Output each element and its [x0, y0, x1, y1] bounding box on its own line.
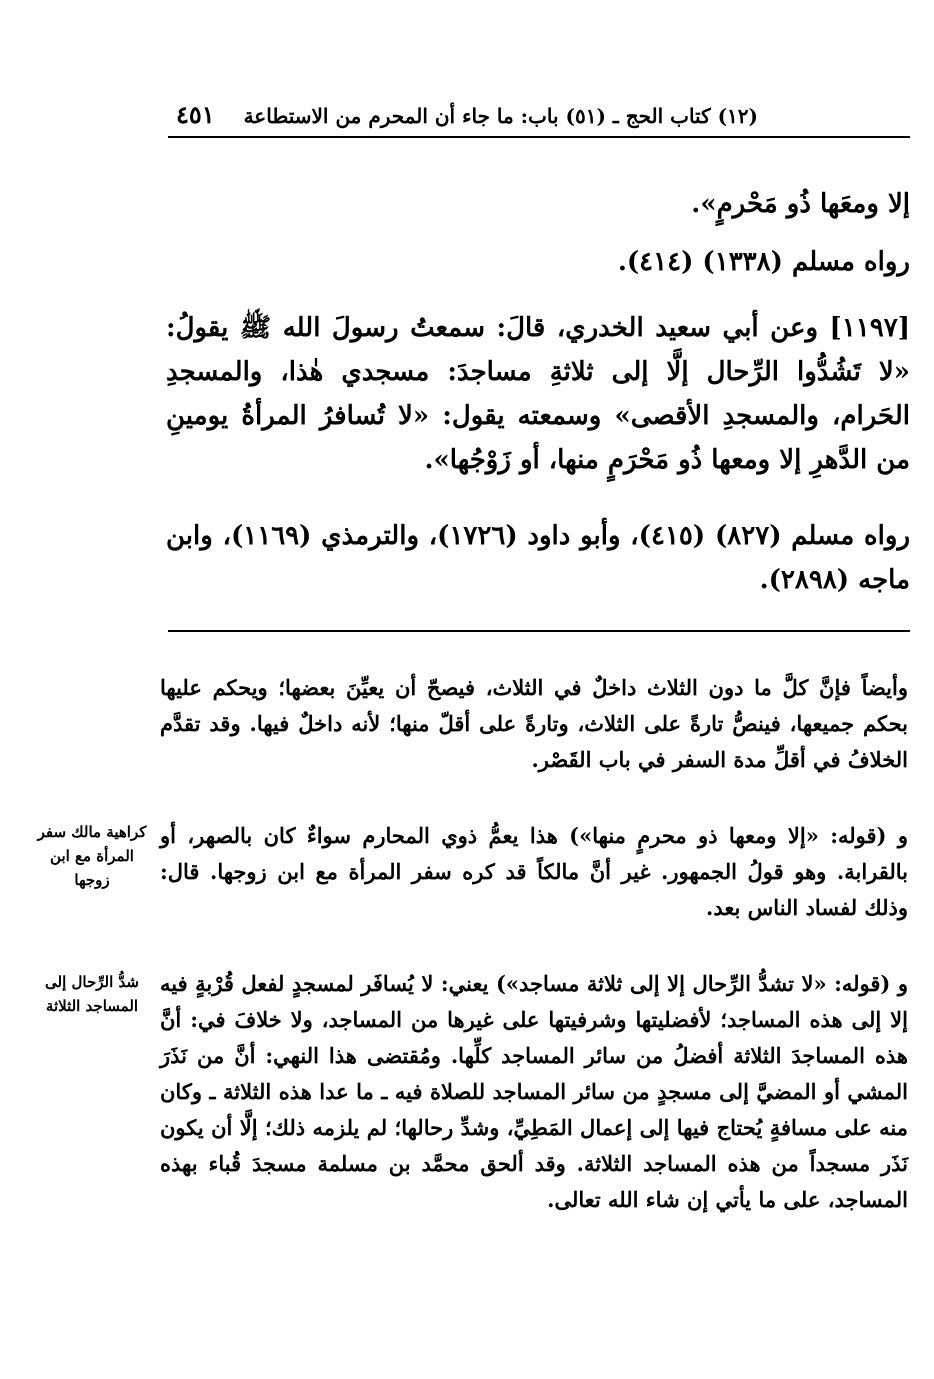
hadith-1197: [١١٩٧] وعن أبي سعيد الخدري، قالَ: سمعتُ رسولَ الله ﷺ يقولُ: «لا تَشُدُّوا الرِّحال إلَّا إلى ثلاثةِ مساجدَ: مسجدي هٰذا، والمسجدِ الحَرام، والمسجدِ الأقصى» وسمعته يقول: «لا تُسافرُ المرأةُ يومينِ من الدَّهرِ إلا ومعها ذُو مَحْرَمٍ منها، أو زَوْجُها».	[166, 313, 910, 475]
hadith-reference: رواه مسلم (١٣٣٨) (٤١٤).	[617, 247, 910, 277]
margin-note: كراهية مالك سفر المرأة مع ابن زوجها	[37, 823, 147, 889]
commentary-paragraph: و (قوله: «إلا ومعها ذو محرمٍ منها») هذا يعمُّ ذوي المحارم سواءٌ كان بالصهر، أو بالقرابة. وهو قولُ الجمهور. غير أنَّ مالكاً قد كره سفر المرأة مع ابن زوجها. قال: وذلك لفساد الناس بعد.	[160, 823, 908, 920]
section-divider	[168, 630, 910, 632]
running-header: (١٢) كتاب الحج ـ (٥١) باب: ما جاء أن المحرم من الاستطاعة	[243, 104, 758, 128]
commentary-paragraph: و (قوله: «لا تشدُّ الرِّحال إلا إلى ثلاثة مساجد») يعني: لا يُسافَر لمسجدٍ لفعل قُرْبةٍ فيه إلا إلى هذه المساجد؛ لأفضليتها وشرفيتها على غيرها من المساجد، ولا خلافَ في: أنَّ هذه المساجدَ الثلاثة أفضلُ من سائر المساجد كلِّها. ومُقتضى هذا النهي: أنَّ من نَذَرَ المشي أو المضيَّ إلى مسجدٍ من سائر المساجد للصلاة فيه ـ ما عدا هذه الثلاثة ـ وكان منه على مسافةٍ يُحتاج فيها إلى إعمال المَطِيِّ، وشدِّ رحالها؛ لم يلزمه ذلك؛ إلَّا أن يكون نَذَر مسجداً من هذه المساجد الثلاثة. وقد ألحق محمَّد بن مسلمة مسجدَ قُباء بهذه المساجد، على ما يأتي إن شاء الله تعالى.	[160, 971, 908, 1212]
header-rule	[168, 136, 910, 138]
page-number: ٤٥١	[176, 100, 215, 129]
margin-note: شدُّ الرِّحال إلى المساجد الثلاثة	[45, 973, 139, 1015]
hadith-continuation: إلا ومعَها ذُو مَحْرمٍ».	[691, 189, 910, 219]
hadith-1197-reference: رواه مسلم (٨٢٧) (٤١٥)، وأبو داود (١٧٢٦)، والترمذي (١١٦٩)، وابن ماجه (٢٨٩٨).	[166, 521, 910, 595]
commentary-paragraph: وأيضاً فإنَّ كلَّ ما دون الثلاث داخلٌ في الثلاث، فيصحّ أن يعيِّنَ بعضها؛ ويحكم عليها بحكم جميعها، فينصُّ تارةً على الثلاث، وتارةً على أقلّ منها؛ لأنه داخلٌ فيها. وقد تقدَّم الخلافُ في أقلِّ مدة السفر في باب القَصْر.	[160, 675, 908, 772]
